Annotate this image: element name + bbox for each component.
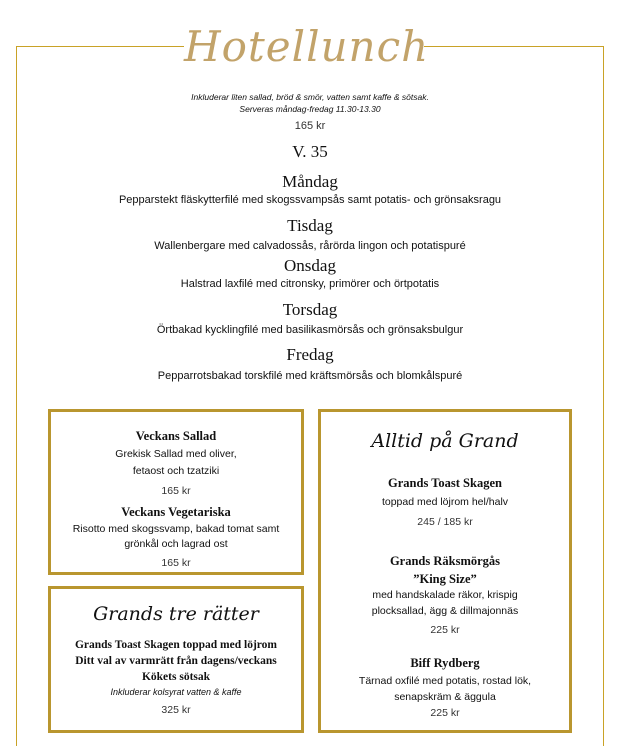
serving-hours: Serveras måndag-fredag 11.30-13.30 [239,104,381,114]
always-title: Alltid på Grand [371,430,519,452]
raksmorgas-subtitle: ”King Size” [413,572,477,586]
toast-skagen-desc: toppad med löjrom hel/halv [381,496,509,508]
veg-desc-line1: Risotto med skogssvamp, bakad tomat samt [72,523,280,535]
includes-note: Inkluderar liten sallad, bröd & smör, vatten samt kaffe & sötsak. [191,92,429,102]
three-courses-line2: Ditt val av varmrätt från dagens/veckans [75,655,277,667]
day-tuesday: Tisdag [287,216,333,235]
day-wednesday: Onsdag [284,256,336,275]
dish-wednesday: Halstrad laxfilé med citronsky, primörer och örtpotatis [180,278,440,290]
salad-desc-line1: Grekisk Sallad med oliver, [115,448,237,460]
veg-price: 165 kr [161,557,191,569]
toast-skagen-title: Grands Toast Skagen [388,476,502,490]
three-courses-note: Inkluderar kolsyrat vatten & kaffe [110,687,242,697]
veg-title: Veckans Vegetariska [121,505,231,519]
weekly-specials-box [48,409,304,575]
raksmorgas-price: 225 kr [430,624,460,636]
frame-top-left-line [16,46,184,47]
raksmorgas-title: Grands Räksmörgås [389,554,501,568]
dish-friday: Pepparrotsbakad torskfilé med kräftsmörsås och blomkålspuré [157,370,463,382]
three-courses-box [48,586,304,733]
day-monday: Måndag [282,172,338,191]
week-number: V. 35 [292,142,328,161]
dish-monday: Pepparstekt fläskytterfilé med skogssvampsås samt potatis- och grönsaksragu [118,194,502,206]
biff-rydberg-price: 225 kr [430,707,460,719]
three-courses-price: 325 kr [161,704,191,716]
three-courses-line3: Kökets sötsak [141,671,211,683]
always-at-grand-box [318,409,572,733]
biff-rydberg-title: Biff Rydberg [410,656,480,670]
day-thursday: Torsdag [282,300,338,319]
biff-rydberg-desc-line1: Tärnad oxfilé med potatis, rostad lök, [358,675,532,687]
toast-skagen-price: 245 / 185 kr [417,516,473,528]
frame-top-right-line [424,46,604,47]
veg-desc-line2: grönkål och lagrad ost [124,538,228,550]
day-friday: Fredag [286,345,334,364]
biff-rydberg-desc-line2: senapskräm & äggula [394,691,496,703]
salad-title: Veckans Sallad [135,429,217,443]
raksmorgas-desc-line2: plocksallad, ägg & dillmajonnäs [371,605,519,617]
page-title: Hotellunch [184,22,430,71]
three-courses-line1: Grands Toast Skagen toppad med löjrom [74,639,278,651]
raksmorgas-desc-line1: med handskalade räkor, krispig [372,589,518,601]
three-courses-title: Grands tre rätter [93,603,259,625]
dish-thursday: Örtbakad kycklingfilé med basilikasmörsås och grönsaksbulgur [156,324,464,336]
dish-tuesday: Wallenbergare med calvadossås, rårörda lingon och potatispuré [154,240,466,252]
lunch-price: 165 kr [294,120,326,132]
salad-price: 165 kr [161,485,191,497]
salad-desc-line2: fetaost och tzatziki [132,465,220,477]
